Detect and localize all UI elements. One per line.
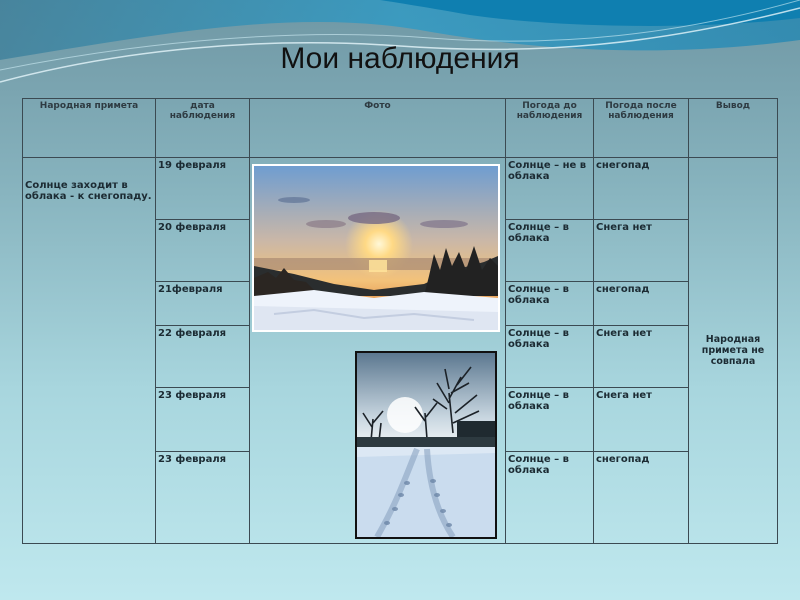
weather-after-cell: снегопад [594, 452, 689, 544]
table-header-row [23, 99, 778, 158]
page-title: Мои наблюдения [280, 42, 520, 75]
date-cell: 23 февраля [156, 388, 250, 452]
header-sign: Народная примета [23, 99, 156, 158]
folk-sign-cell: Солнце заходит в облака - к снегопаду. [23, 158, 156, 544]
date-cell: 19 февраля [156, 158, 250, 220]
sunset-over-snow-photo [252, 164, 500, 332]
header-conclusion: Вывод [689, 99, 778, 158]
weather-after-cell: снегопад [594, 158, 689, 220]
weather-before-cell: Солнце – не в облака [506, 158, 594, 220]
header-date: дата наблюдения [156, 99, 250, 158]
date-cell: 22 февраля [156, 326, 250, 388]
weather-after-cell: Снега нет [594, 220, 689, 282]
header-photo: Фото [250, 99, 506, 158]
snowy-path-photo [355, 351, 497, 539]
weather-before-cell: Солнце – в облака [506, 452, 594, 544]
table-row [23, 158, 778, 220]
date-cell: 20 февраля [156, 220, 250, 282]
weather-after-cell: Снега нет [594, 326, 689, 388]
weather-before-cell: Солнце – в облака [506, 282, 594, 326]
date-cell: 23 февраля [156, 452, 250, 544]
photo-cell [250, 158, 506, 544]
weather-after-cell: снегопад [594, 282, 689, 326]
header-weather-before: Погода до наблюдения [506, 99, 594, 158]
conclusion-cell: Народная примета не совпала [689, 158, 778, 544]
weather-before-cell: Солнце – в облака [506, 388, 594, 452]
weather-after-cell: Снега нет [594, 388, 689, 452]
date-cell: 21февраля [156, 282, 250, 326]
header-weather-after: Погода после наблюдения [594, 99, 689, 158]
weather-before-cell: Солнце – в облака [506, 326, 594, 388]
observations-table [22, 98, 778, 544]
weather-before-cell: Солнце – в облака [506, 220, 594, 282]
